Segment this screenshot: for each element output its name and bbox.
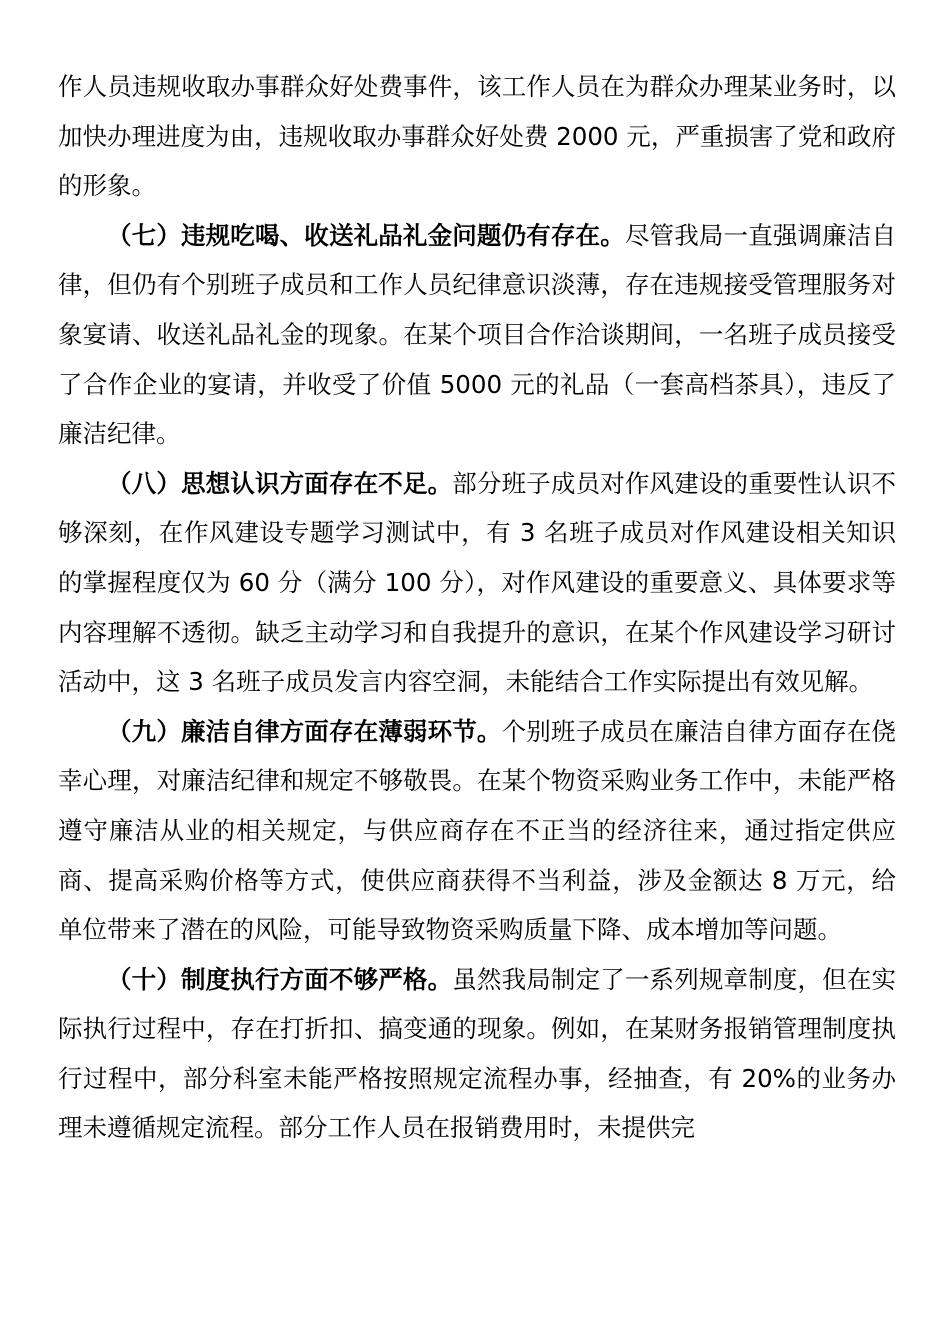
paragraph-text: 尽管我局一直强调廉洁自律，但仍有个别班子成员和工作人员纪律意识淡薄，存在违规接受管理服务对象宴请、收送礼品礼金的现象。在某个项目合作洽谈期间，一名班子成员接受了合作企业的宴请，并收受了价值 5000 元的礼品（一套高档茶具），违反了廉洁纪律。 bbox=[58, 220, 897, 449]
paragraph-section-7 bbox=[58, 211, 896, 459]
section-heading: （七）违规吃喝、收送礼品礼金问题仍有存在。 bbox=[107, 220, 625, 250]
paragraph-text: 作人员违规收取办事群众好处费事件，该工作人员在为群众办理某业务时，以加快办理进度为由，违规收取办事群众好处费 2000 元，严重损害了党和政府的形象。 bbox=[58, 72, 896, 201]
paragraph-section-10 bbox=[58, 955, 896, 1153]
paragraph-text: 个别班子成员在廉洁自律方面存在侥幸心理，对廉洁纪律和规定不够敬畏。在某个物资采购业务工作中，未能严格遵守廉洁从业的相关规定，与供应商存在不正当的经济往来，通过指定供应商、提高采购价格等方式，使供应商获得不当利益，涉及金额达 8 万元，给单位带来了潜在的风险，可能导致物资采购质量下降、成本增加等问题。 bbox=[58, 716, 897, 945]
paragraph-section-9 bbox=[58, 707, 896, 955]
paragraph-section-8 bbox=[58, 459, 896, 707]
section-heading: （十）制度执行方面不够严格。 bbox=[107, 964, 453, 994]
paragraph-continuation bbox=[58, 62, 896, 211]
paragraph-text: 部分班子成员对作风建设的重要性认识不够深刻，在作风建设专题学习测试中，有 3 名班子成员对作风建设相关知识的掌握程度仅为 60 分（满分 100 分），对作风建设的重要意义、具体要求等内容理解不透彻。缺乏主动学习和自我提升的意识，在某个作风建设学习研讨活动中，这 3 名班子成员发言内容空洞，未能结合工作实际提出有效见解。 bbox=[58, 468, 897, 697]
paragraph-text: 虽然我局制定了一系列规章制度，但在实际执行过程中，存在打折扣、搞变通的现象。例如，在某财务报销管理制度执行过程中，部分科室未能严格按照规定流程办事，经抽查，有 20%的业务办理未遵循规定流程。部分工作人员在报销费用时，未提供完 bbox=[58, 964, 897, 1143]
section-heading: （八）思想认识方面存在不足。 bbox=[107, 468, 453, 498]
section-heading: （九）廉洁自律方面存在薄弱环节。 bbox=[107, 716, 502, 746]
document-page bbox=[58, 62, 896, 1153]
